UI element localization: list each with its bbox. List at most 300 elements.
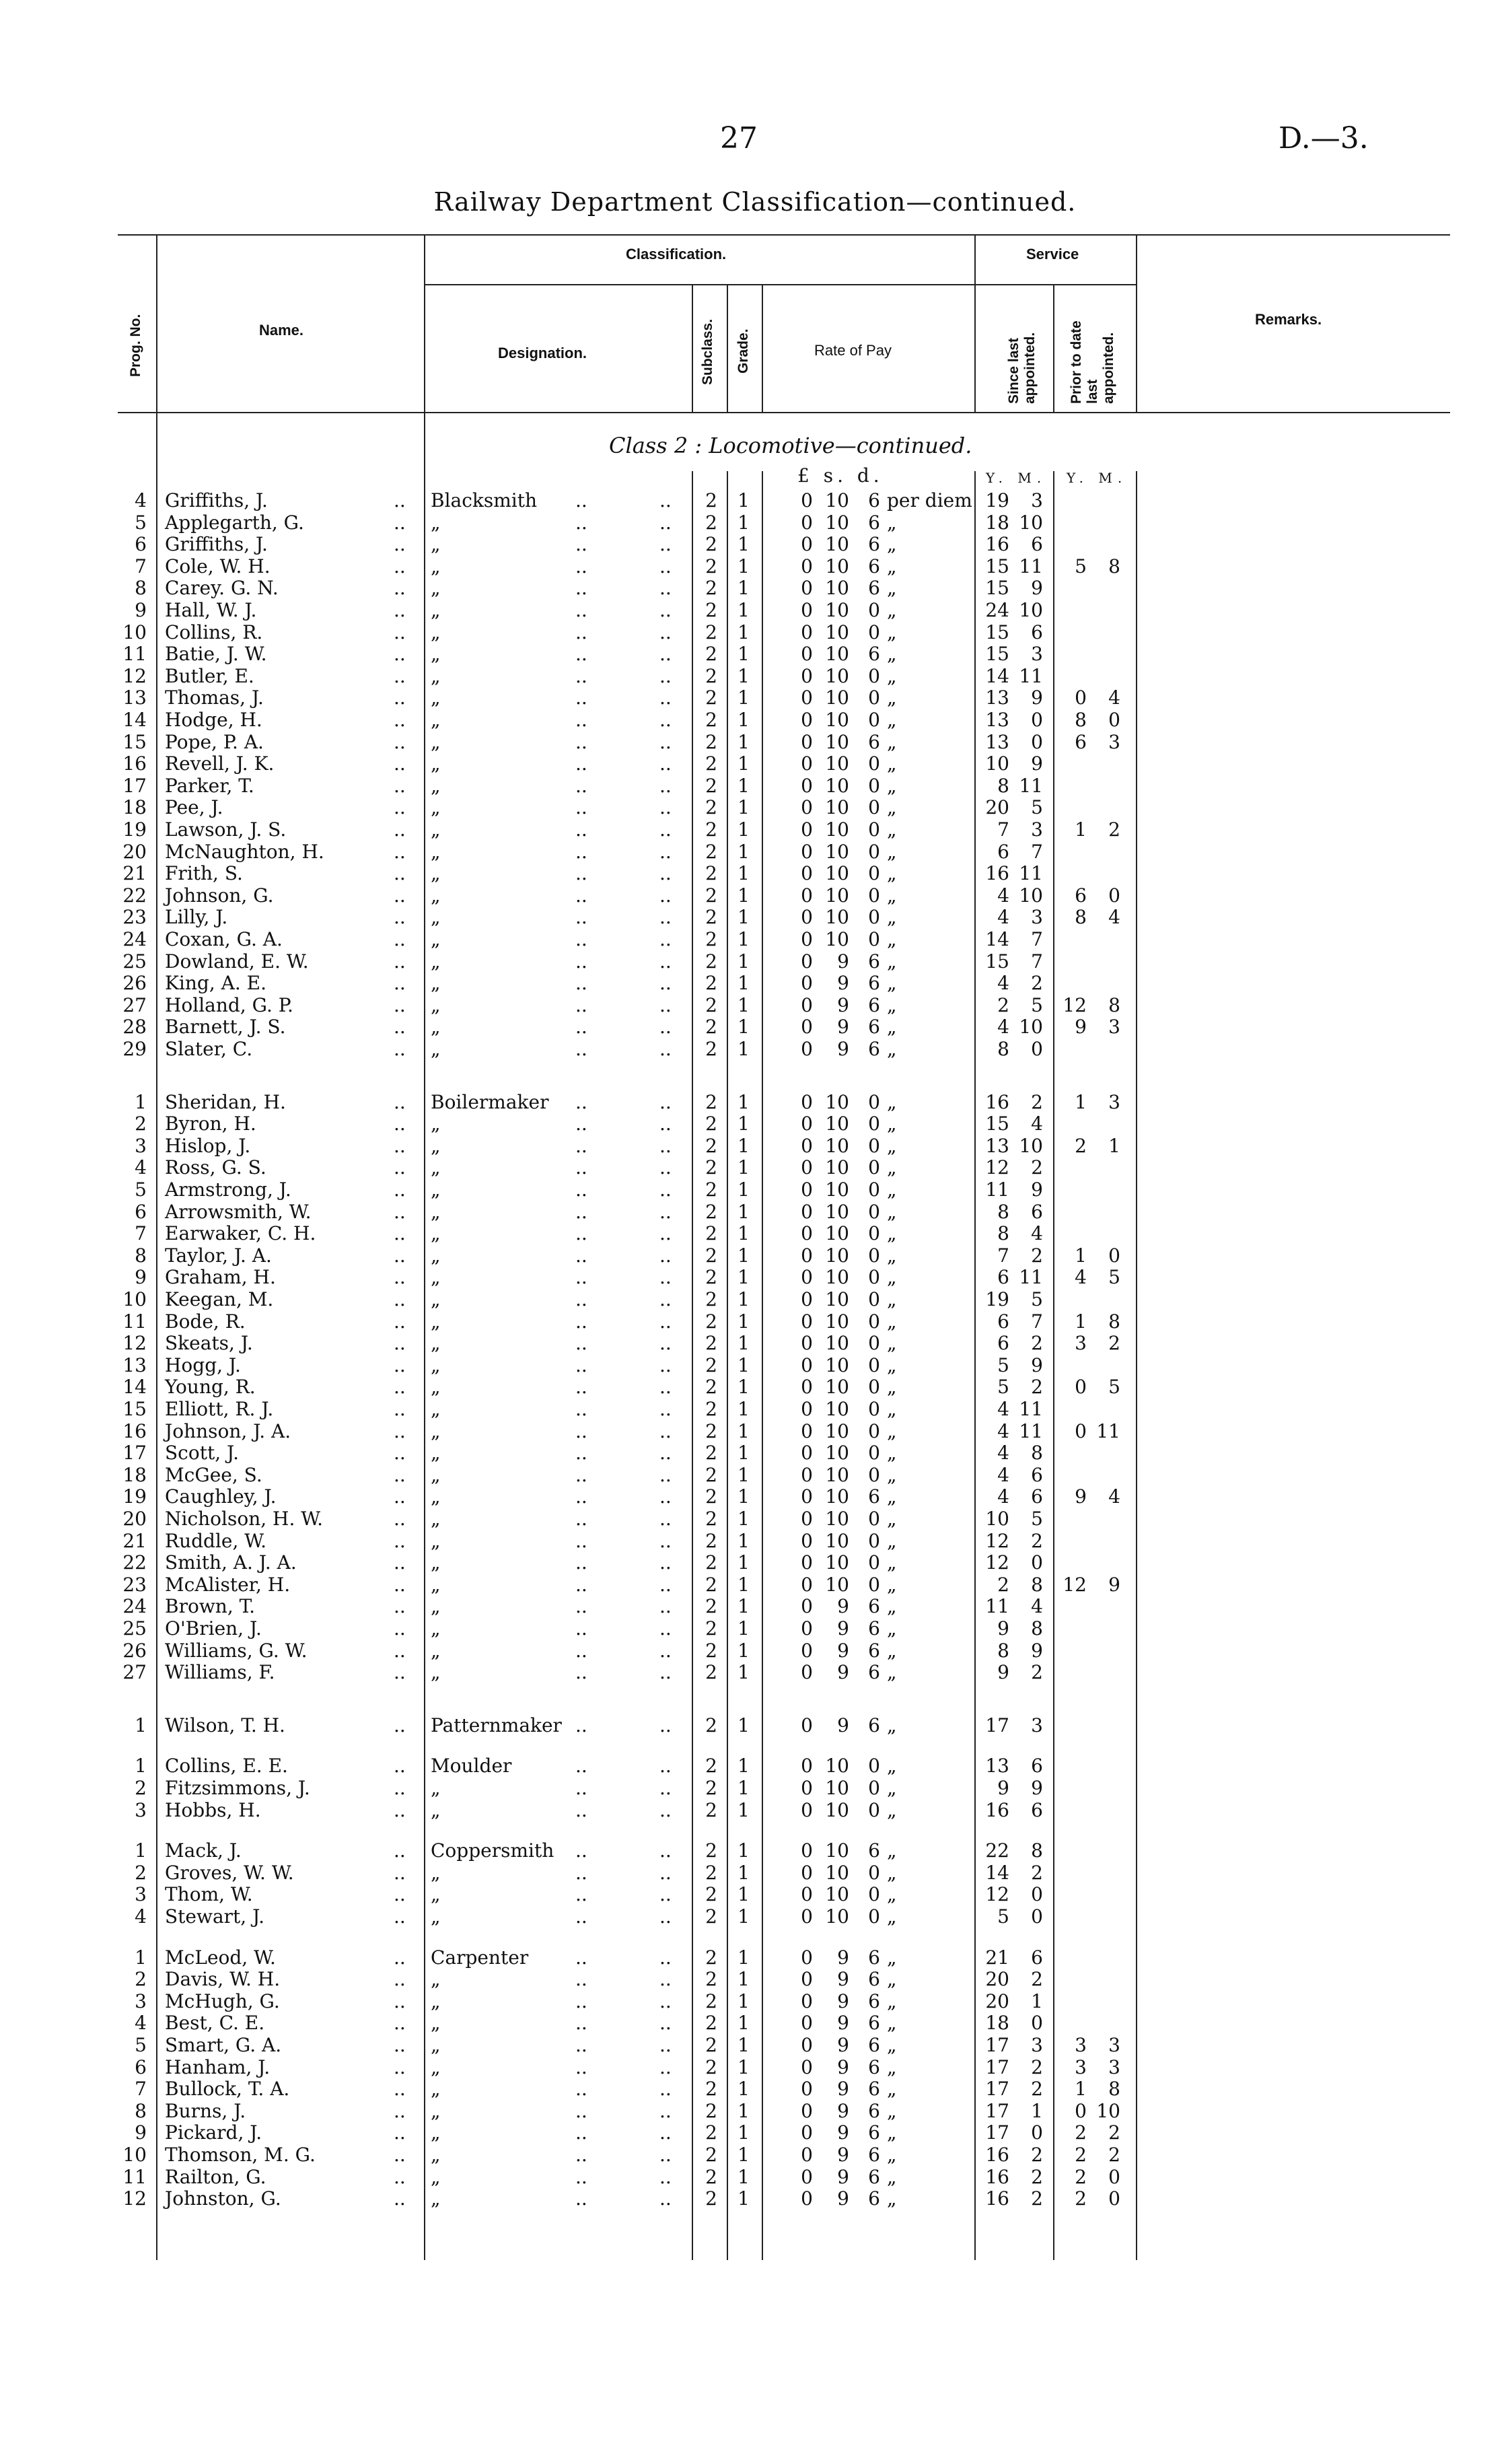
leader-dots: .. (394, 489, 406, 512)
leader-dots: .. (659, 1201, 672, 1223)
since-months: 2 (1031, 2187, 1043, 2210)
grade-cell: 1 (738, 1714, 750, 1736)
leader-dots: .. (659, 796, 672, 818)
prog-no: 15 (122, 731, 147, 753)
leader-dots: .. (575, 1755, 587, 1777)
table-row (0, 1947, 1510, 1969)
subclass-cell: 2 (705, 1135, 717, 1157)
since-years: 5 (997, 1354, 1009, 1376)
prog-no: 17 (122, 1442, 147, 1464)
leader-dots: .. (659, 1420, 672, 1442)
since-months: 2 (1031, 2078, 1043, 2100)
name-cell: Smith, A. J. A. (165, 1551, 297, 1574)
pay-note: „ (887, 994, 897, 1016)
since-years: 4 (997, 884, 1009, 907)
grade-cell: 1 (738, 643, 750, 665)
subclass-cell: 2 (705, 643, 717, 665)
leader-dots: .. (659, 1508, 672, 1530)
designation-cell: „ (431, 1332, 441, 1354)
pay-shillings: 10 (825, 796, 849, 818)
leader-dots: .. (659, 1178, 672, 1201)
rule-after-prior (1136, 234, 1137, 412)
leader-dots: .. (394, 906, 406, 928)
prior-months: 2 (1108, 2144, 1120, 2166)
pay-pence: 6 (868, 1640, 880, 1662)
name-cell: Applegarth, G. (165, 512, 304, 534)
prior-years: 9 (1075, 1016, 1087, 1038)
prog-no: 8 (135, 1244, 147, 1267)
header-subclass: Subclass. (700, 318, 715, 385)
grade-cell: 1 (738, 1777, 750, 1799)
subclass-cell: 2 (705, 577, 717, 599)
name-cell: Pee, J. (165, 796, 223, 818)
since-months: 3 (1031, 1714, 1043, 1736)
table-row (0, 1777, 1510, 1799)
grade-cell: 1 (738, 1376, 750, 1398)
prior-months: 0 (1108, 2187, 1120, 2210)
name-cell: McHugh, G. (165, 1990, 280, 2012)
pay-pounds: 0 (801, 1156, 813, 1178)
name-cell: King, A. E. (165, 972, 266, 994)
leader-dots: .. (575, 1178, 587, 1201)
units-pay: £ s. d. (797, 464, 884, 487)
name-cell: Groves, W. W. (165, 1862, 294, 1884)
since-years: 6 (997, 1266, 1009, 1288)
table-row (0, 1800, 1510, 1821)
prior-years: 12 (1063, 994, 1087, 1016)
table-row (0, 1355, 1510, 1376)
prior-years: 9 (1075, 1485, 1087, 1508)
leader-dots: .. (575, 533, 587, 555)
grade-cell: 1 (738, 1244, 750, 1267)
pay-pounds: 0 (801, 1178, 813, 1201)
since-months: 6 (1031, 533, 1043, 555)
leader-dots: .. (394, 1222, 406, 1244)
leader-dots: .. (394, 972, 406, 994)
grade-cell: 1 (738, 1464, 750, 1486)
table-row (0, 556, 1510, 577)
pay-pounds: 0 (801, 950, 813, 973)
prog-no: 13 (122, 687, 147, 709)
prior-years: 2 (1075, 2187, 1087, 2210)
prior-months: 4 (1108, 906, 1120, 928)
leader-dots: .. (659, 950, 672, 973)
leader-dots: .. (575, 2166, 587, 2188)
since-months: 4 (1031, 1222, 1043, 1244)
pay-note: „ (887, 1530, 897, 1552)
grade-cell: 1 (738, 1266, 750, 1288)
units-since: Y. M. (986, 470, 1047, 486)
pay-pounds: 0 (801, 1222, 813, 1244)
pay-pence: 0 (868, 1574, 880, 1596)
pay-shillings: 10 (825, 621, 849, 643)
pay-pounds: 0 (801, 2187, 813, 2210)
pay-pounds: 0 (801, 752, 813, 775)
pay-pounds: 0 (801, 1398, 813, 1420)
leader-dots: .. (575, 665, 587, 687)
since-months: 11 (1019, 1420, 1043, 1442)
prior-months: 2 (1108, 1332, 1120, 1354)
table-row (0, 1596, 1510, 1617)
prog-no: 6 (135, 533, 147, 555)
since-months: 3 (1031, 643, 1043, 665)
grade-cell: 1 (738, 1016, 750, 1038)
leader-dots: .. (659, 1016, 672, 1038)
table-row (0, 1039, 1510, 1060)
since-months: 2 (1031, 1661, 1043, 1683)
designation-cell: „ (431, 1464, 441, 1486)
table-row (0, 534, 1510, 555)
designation-cell: „ (431, 841, 441, 863)
name-cell: Stewart, J. (165, 1905, 265, 1928)
since-months: 3 (1031, 2034, 1043, 2056)
since-years: 6 (997, 841, 1009, 863)
prog-no: 26 (122, 1640, 147, 1662)
leader-dots: .. (575, 2187, 587, 2210)
leader-dots: .. (394, 1661, 406, 1683)
pay-note: „ (887, 577, 897, 599)
since-months: 9 (1031, 577, 1043, 599)
pay-pence: 6 (868, 950, 880, 973)
pay-pence: 0 (868, 752, 880, 775)
since-years: 16 (985, 862, 1009, 884)
since-years: 13 (985, 687, 1009, 709)
designation-cell: Moulder (431, 1755, 512, 1777)
designation-cell: „ (431, 1442, 441, 1464)
pay-shillings: 9 (837, 2166, 849, 2188)
subclass-cell: 2 (705, 775, 717, 797)
pay-pence: 6 (868, 731, 880, 753)
designation-cell: „ (431, 1038, 441, 1060)
header-rate-of-pay: Rate of Pay (814, 342, 892, 359)
prior-months: 0 (1108, 1244, 1120, 1267)
name-cell: Holland, G. P. (165, 994, 293, 1016)
pay-note: „ (887, 1551, 897, 1574)
pay-shillings: 10 (825, 1266, 849, 1288)
prior-months: 3 (1108, 731, 1120, 753)
subclass-cell: 2 (705, 555, 717, 577)
prog-no: 2 (135, 1113, 147, 1135)
prog-no: 4 (135, 1905, 147, 1928)
leader-dots: .. (575, 687, 587, 709)
prog-no: 29 (122, 1038, 147, 1060)
prior-years: 4 (1075, 1266, 1087, 1288)
prior-months: 11 (1096, 1420, 1120, 1442)
designation-cell: „ (431, 512, 441, 534)
since-months: 10 (1019, 1016, 1043, 1038)
pay-pence: 0 (868, 1530, 880, 1552)
prog-no: 5 (135, 512, 147, 534)
leader-dots: .. (394, 862, 406, 884)
designation-cell: „ (431, 1222, 441, 1244)
designation-cell: „ (431, 1530, 441, 1552)
leader-dots: .. (394, 1839, 406, 1862)
leader-dots: .. (659, 1135, 672, 1157)
leader-dots: .. (575, 775, 587, 797)
grade-cell: 1 (738, 489, 750, 512)
since-years: 8 (997, 1038, 1009, 1060)
pay-pence: 0 (868, 621, 880, 643)
subclass-cell: 2 (705, 1038, 717, 1060)
designation-cell: „ (431, 731, 441, 753)
prior-months: 2 (1108, 818, 1120, 841)
since-years: 17 (985, 2100, 1009, 2122)
name-cell: McAlister, H. (165, 1574, 291, 1596)
prog-no: 21 (122, 862, 147, 884)
subclass-cell: 2 (705, 1091, 717, 1113)
pay-pence: 0 (868, 665, 880, 687)
pay-pounds: 0 (801, 1464, 813, 1486)
since-months: 7 (1031, 950, 1043, 973)
grade-cell: 1 (738, 1530, 750, 1552)
leader-dots: .. (575, 489, 587, 512)
pay-pounds: 0 (801, 512, 813, 534)
leader-dots: .. (659, 2187, 672, 2210)
pay-note: „ (887, 665, 897, 687)
since-months: 11 (1019, 775, 1043, 797)
name-cell: Collins, E. E. (165, 1755, 288, 1777)
leader-dots: .. (659, 775, 672, 797)
leader-dots: .. (575, 841, 587, 863)
leader-dots: .. (575, 1354, 587, 1376)
table-row (0, 490, 1510, 512)
since-months: 0 (1031, 731, 1043, 753)
designation-cell: „ (431, 643, 441, 665)
pay-pence: 0 (868, 1310, 880, 1333)
pay-note: „ (887, 884, 897, 907)
pay-pounds: 0 (801, 2034, 813, 2056)
since-months: 2 (1031, 1968, 1043, 1990)
pay-shillings: 10 (825, 1799, 849, 1821)
grade-cell: 1 (738, 687, 750, 709)
designation-cell: „ (431, 1376, 441, 1398)
prog-no: 21 (122, 1530, 147, 1552)
table-row (0, 775, 1510, 797)
grade-cell: 1 (738, 1113, 750, 1135)
prog-no: 9 (135, 599, 147, 621)
table-row (0, 1486, 1510, 1508)
since-years: 22 (985, 1839, 1009, 1862)
table-row (0, 1991, 1510, 2012)
leader-dots: .. (394, 1178, 406, 1201)
pay-shillings: 9 (837, 1661, 849, 1683)
leader-dots: .. (659, 841, 672, 863)
grade-cell: 1 (738, 1799, 750, 1821)
prior-years: 3 (1075, 1332, 1087, 1354)
pay-note: „ (887, 2078, 897, 2100)
pay-note: „ (887, 2121, 897, 2144)
pay-note: „ (887, 1354, 897, 1376)
pay-shillings: 10 (825, 1288, 849, 1310)
designation-cell: „ (431, 994, 441, 1016)
grade-cell: 1 (738, 2012, 750, 2034)
prior-years: 0 (1075, 1376, 1087, 1398)
pay-pounds: 0 (801, 1310, 813, 1333)
pay-shillings: 10 (825, 752, 849, 775)
pay-shillings: 9 (837, 2144, 849, 2166)
since-years: 4 (997, 972, 1009, 994)
name-cell: Johnson, G. (165, 884, 274, 907)
grade-cell: 1 (738, 1485, 750, 1508)
leader-dots: .. (394, 994, 406, 1016)
header-prior-to-date: Prior to date last appointed. (1069, 320, 1116, 404)
pay-pounds: 0 (801, 1376, 813, 1398)
name-cell: Thomson, M. G. (165, 2144, 316, 2166)
pay-pence: 6 (868, 1946, 880, 1969)
grade-cell: 1 (738, 1288, 750, 1310)
pay-note: „ (887, 1201, 897, 1223)
prior-years: 0 (1075, 1420, 1087, 1442)
pay-pence: 6 (868, 1968, 880, 1990)
leader-dots: .. (659, 2166, 672, 2188)
prior-years: 8 (1075, 709, 1087, 731)
pay-note: „ (887, 1038, 897, 1060)
leader-dots: .. (394, 643, 406, 665)
pay-note: „ (887, 972, 897, 994)
pay-pounds: 0 (801, 2121, 813, 2144)
subclass-cell: 2 (705, 1905, 717, 1928)
name-cell: Johnson, J. A. (165, 1420, 291, 1442)
prior-years: 2 (1075, 1135, 1087, 1157)
pay-shillings: 10 (825, 1201, 849, 1223)
subclass-cell: 2 (705, 2012, 717, 2034)
since-years: 21 (985, 1946, 1009, 1969)
pay-shillings: 10 (825, 1862, 849, 1884)
leader-dots: .. (659, 1485, 672, 1508)
pay-shillings: 10 (825, 709, 849, 731)
leader-dots: .. (394, 2056, 406, 2078)
subclass-cell: 2 (705, 1420, 717, 1442)
pay-note: „ (887, 1135, 897, 1157)
leader-dots: .. (575, 1799, 587, 1821)
pay-pence: 0 (868, 818, 880, 841)
prior-months: 5 (1108, 1266, 1120, 1288)
leader-dots: .. (394, 1968, 406, 1990)
table-row (0, 1376, 1510, 1398)
pay-pounds: 0 (801, 621, 813, 643)
since-years: 16 (985, 533, 1009, 555)
prog-no: 14 (122, 709, 147, 731)
since-years: 4 (997, 1464, 1009, 1486)
rule-after-grade (762, 284, 763, 412)
leader-dots: .. (394, 1038, 406, 1060)
since-years: 13 (985, 709, 1009, 731)
since-years: 10 (985, 1508, 1009, 1530)
pay-pounds: 0 (801, 1288, 813, 1310)
name-cell: Brown, T. (165, 1595, 256, 1617)
since-months: 9 (1031, 1640, 1043, 1662)
prog-no: 12 (122, 2187, 147, 2210)
subclass-cell: 2 (705, 1617, 717, 1640)
prior-years: 1 (1075, 2078, 1087, 2100)
name-cell: Pope, P. A. (165, 731, 264, 753)
leader-dots: .. (659, 1777, 672, 1799)
since-months: 5 (1031, 796, 1043, 818)
pay-shillings: 10 (825, 1905, 849, 1928)
leader-dots: .. (659, 1288, 672, 1310)
pay-pence: 0 (868, 1222, 880, 1244)
leader-dots: .. (394, 1905, 406, 1928)
pay-pounds: 0 (801, 1883, 813, 1905)
pay-pence: 6 (868, 2166, 880, 2188)
header-since-last-appointed: Since last appointed. (1006, 332, 1038, 404)
leader-dots: .. (575, 1201, 587, 1223)
subclass-cell: 2 (705, 1376, 717, 1398)
designation-cell: „ (431, 621, 441, 643)
grade-cell: 1 (738, 665, 750, 687)
leader-dots: .. (394, 1946, 406, 1969)
pay-shillings: 10 (825, 818, 849, 841)
pay-shillings: 9 (837, 1990, 849, 2012)
leader-dots: .. (659, 1310, 672, 1333)
name-cell: Williams, F. (165, 1661, 275, 1683)
since-months: 10 (1019, 1135, 1043, 1157)
pay-note: „ (887, 1574, 897, 1596)
pay-pounds: 0 (801, 1714, 813, 1736)
prior-months: 0 (1108, 884, 1120, 907)
since-years: 20 (985, 1968, 1009, 1990)
since-months: 11 (1019, 1266, 1043, 1288)
prog-no: 11 (122, 2166, 147, 2188)
table-row (0, 577, 1510, 599)
prog-no: 18 (122, 1464, 147, 1486)
designation-cell: „ (431, 1398, 441, 1420)
grade-cell: 1 (738, 972, 750, 994)
since-months: 8 (1031, 1442, 1043, 1464)
leader-dots: .. (575, 2100, 587, 2122)
leader-dots: .. (394, 1156, 406, 1178)
table-row (0, 1465, 1510, 1486)
since-years: 8 (997, 1640, 1009, 1662)
prior-months: 8 (1108, 2078, 1120, 2100)
since-months: 5 (1031, 1508, 1043, 1530)
table-row (0, 1715, 1510, 1736)
pay-pence: 6 (868, 1617, 880, 1640)
pay-note: „ (887, 1464, 897, 1486)
since-months: 9 (1031, 1178, 1043, 1201)
table-row (0, 973, 1510, 994)
pay-pence: 0 (868, 928, 880, 950)
leader-dots: .. (394, 1485, 406, 1508)
pay-pence: 6 (868, 2056, 880, 2078)
since-months: 0 (1031, 1883, 1043, 1905)
prog-no: 3 (135, 1990, 147, 2012)
pay-shillings: 10 (825, 731, 849, 753)
pay-shillings: 10 (825, 1551, 849, 1574)
leader-dots: .. (575, 1222, 587, 1244)
leader-dots: .. (394, 1862, 406, 1884)
since-years: 12 (985, 1551, 1009, 1574)
name-cell: Lawson, J. S. (165, 818, 287, 841)
leader-dots: .. (575, 2121, 587, 2144)
leader-dots: .. (394, 599, 406, 621)
pay-pounds: 0 (801, 1777, 813, 1799)
since-months: 2 (1031, 972, 1043, 994)
name-cell: Caughley, J. (165, 1485, 277, 1508)
name-cell: Coxan, G. A. (165, 928, 283, 950)
leader-dots: .. (394, 752, 406, 775)
leader-dots: .. (575, 1442, 587, 1464)
designation-cell: Patternmaker (431, 1714, 562, 1736)
pay-pence: 6 (868, 1038, 880, 1060)
name-cell: Griffiths, J. (165, 489, 268, 512)
leader-dots: .. (394, 1376, 406, 1398)
pay-pence: 0 (868, 775, 880, 797)
subclass-cell: 2 (705, 1442, 717, 1464)
name-cell: Hobbs, H. (165, 1799, 261, 1821)
pay-pounds: 0 (801, 2078, 813, 2100)
leader-dots: .. (394, 1113, 406, 1135)
